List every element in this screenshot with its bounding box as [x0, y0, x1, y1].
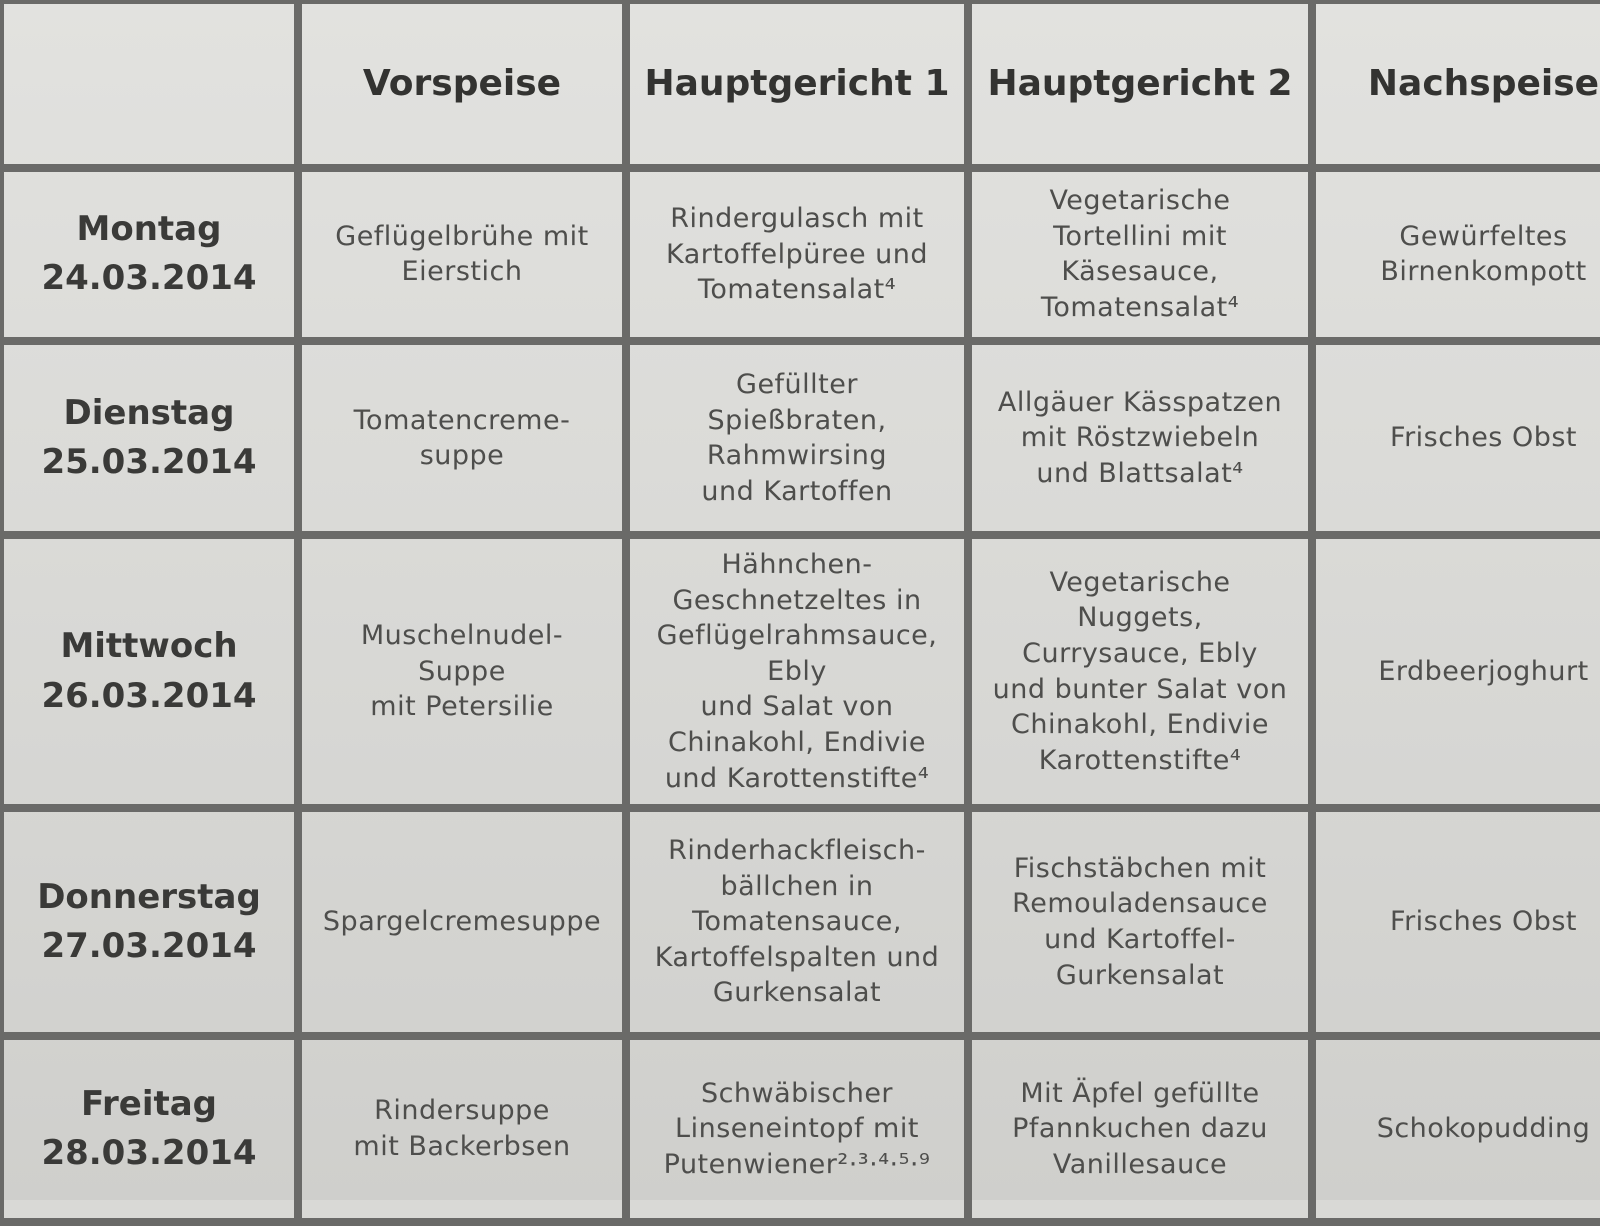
header-nachspeise: Nachspeise — [1312, 0, 1600, 168]
dish-line: Tortellini mit — [1053, 220, 1227, 252]
vorspeise-cell — [298, 341, 626, 535]
day-cell — [0, 1036, 298, 1222]
dish-line: Käsesauce, — [1061, 256, 1219, 288]
dish-line: Geschnetzeltes in — [672, 584, 922, 616]
dish-line: Linseneintopf mit — [675, 1113, 919, 1145]
dish-line: mit Röstzwiebeln — [1020, 422, 1260, 454]
dish-line: und bunter Salat von — [992, 673, 1288, 705]
day-date: 25.03.2014 — [41, 442, 257, 483]
nachspeise-cell — [1312, 1036, 1600, 1222]
dish-line: Chinakohl, Endivie — [668, 727, 926, 758]
dish-line: und Karottenstifte⁴ — [664, 762, 930, 794]
dish-line: Birnenkompott — [1380, 256, 1587, 288]
table-row — [0, 341, 1600, 535]
dish-line: Tomatensalat⁴ — [1040, 292, 1240, 324]
dish-line: Rahmwirsing — [706, 440, 888, 472]
dish-line: und Kartoffen — [701, 475, 893, 507]
dish-line: Vegetarische — [1049, 185, 1231, 217]
dish-line: Pfannkuchen dazu — [1012, 1113, 1268, 1145]
dish-line: Erdbeerjoghurt — [1378, 655, 1589, 687]
dish-line: Frisches Obst — [1390, 906, 1577, 938]
dish-line: Gurkensalat — [712, 977, 882, 1009]
header-row — [0, 0, 1600, 168]
dish-line: Ebly — [767, 655, 827, 687]
hauptgericht-2-cell — [968, 1036, 1312, 1222]
dish-line: suppe — [419, 440, 505, 472]
dish-line: Gurkensalat — [1055, 959, 1225, 991]
vorspeise-cell — [298, 168, 626, 342]
day-date: 24.03.2014 — [41, 258, 257, 299]
table-row — [0, 1036, 1600, 1222]
table-row — [0, 168, 1600, 342]
nachspeise-cell — [1312, 808, 1600, 1036]
dish-line: Nuggets, — [1077, 602, 1203, 634]
hauptgericht-1-cell — [626, 1036, 968, 1222]
dish-line: bällchen in — [720, 870, 874, 902]
dish-line: Fischstäbchen mit — [1013, 852, 1267, 884]
header-hauptgericht-2: Hauptgericht 2 — [968, 0, 1312, 168]
table-row — [0, 535, 1600, 808]
dish-line: Tomatensauce, — [692, 906, 902, 938]
table-row — [0, 808, 1600, 1036]
dish-line: Muschelnudel- — [360, 620, 564, 652]
vorspeise-cell — [298, 1036, 626, 1222]
day-cell — [0, 168, 298, 342]
vorspeise-cell — [298, 808, 626, 1036]
day-name: Donnerstag — [37, 876, 261, 917]
day-date: 27.03.2014 — [41, 926, 257, 967]
dish-line: Mit Äpfel gefüllte — [1020, 1077, 1260, 1109]
hauptgericht-2-cell — [968, 168, 1312, 342]
dish-line: Gewürfeltes — [1399, 220, 1568, 252]
hauptgericht-1-cell — [626, 535, 968, 808]
dish-line: Gefüllter — [736, 369, 858, 401]
header-vorspeise: Vorspeise — [298, 0, 626, 168]
dish-line: Suppe — [418, 655, 506, 687]
dish-line: Kartoffelspalten und — [654, 941, 940, 973]
dish-line: Putenwiener²·³·⁴·⁵·⁹ — [663, 1148, 931, 1180]
dish-line: Rinderhackfleisch- — [668, 834, 926, 866]
dish-line: Spießbraten, — [707, 404, 887, 436]
hauptgericht-2-cell — [968, 535, 1312, 808]
header-hauptgericht-1: Hauptgericht 1 — [626, 0, 968, 168]
nachspeise-cell — [1312, 535, 1600, 808]
dish-line: Rindersuppe — [374, 1095, 550, 1127]
day-cell — [0, 808, 298, 1036]
day-date: 28.03.2014 — [41, 1133, 257, 1174]
dish-line: mit Backerbsen — [353, 1131, 571, 1163]
dish-line: Karottenstifte⁴ — [1038, 744, 1242, 776]
dish-line: Kartoffelpüree und — [665, 238, 929, 270]
day-name: Montag — [76, 209, 222, 250]
hauptgericht-2-cell — [968, 808, 1312, 1036]
dish-line: Geflügelrahmsauce, — [656, 620, 938, 652]
day-date: 26.03.2014 — [41, 675, 257, 716]
dish-line: und Kartoffel- — [1044, 924, 1236, 956]
dish-line: und Blattsalat⁴ — [1036, 458, 1244, 490]
day-cell — [0, 341, 298, 535]
day-name: Freitag — [80, 1083, 218, 1124]
vorspeise-cell — [298, 535, 626, 808]
dish-line: Eierstich — [401, 256, 523, 288]
dish-line: Currysauce, Ebly — [1022, 637, 1258, 669]
dish-line: und Salat von — [700, 691, 894, 723]
dish-line: Vegetarische — [1049, 566, 1231, 598]
nachspeise-cell — [1312, 341, 1600, 535]
header-corner — [0, 0, 298, 168]
day-cell — [0, 535, 298, 808]
hauptgericht-1-cell — [626, 341, 968, 535]
day-name: Dienstag — [63, 392, 235, 433]
dish-line: Tomatencreme- — [353, 404, 571, 436]
dish-line: Remouladensauce — [1012, 888, 1268, 920]
dish-line: Vanillesauce — [1052, 1148, 1228, 1180]
day-name: Mittwoch — [60, 626, 238, 667]
dish-line: Hähnchen- — [721, 548, 873, 580]
dish-line: mit Petersilie — [370, 691, 554, 723]
dish-line: Geflügelbrühe mit — [335, 220, 589, 252]
nachspeise-cell — [1312, 168, 1600, 342]
dish-line: Schwäbischer — [700, 1077, 894, 1109]
dish-line: Frisches Obst — [1390, 422, 1577, 454]
dish-line: Allgäuer Kässpatzen — [997, 386, 1283, 418]
dish-line: Chinakohl, Endivie — [1011, 709, 1269, 741]
hauptgericht-1-cell — [626, 808, 968, 1036]
dish-line: Tomatensalat⁴ — [697, 274, 897, 306]
dish-line: Rindergulasch mit — [670, 203, 924, 235]
hauptgericht-2-cell — [968, 341, 1312, 535]
dish-line: Spargelcremesuppe — [322, 906, 602, 938]
hauptgericht-1-cell — [626, 168, 968, 342]
dish-line: Schokopudding — [1376, 1113, 1591, 1145]
